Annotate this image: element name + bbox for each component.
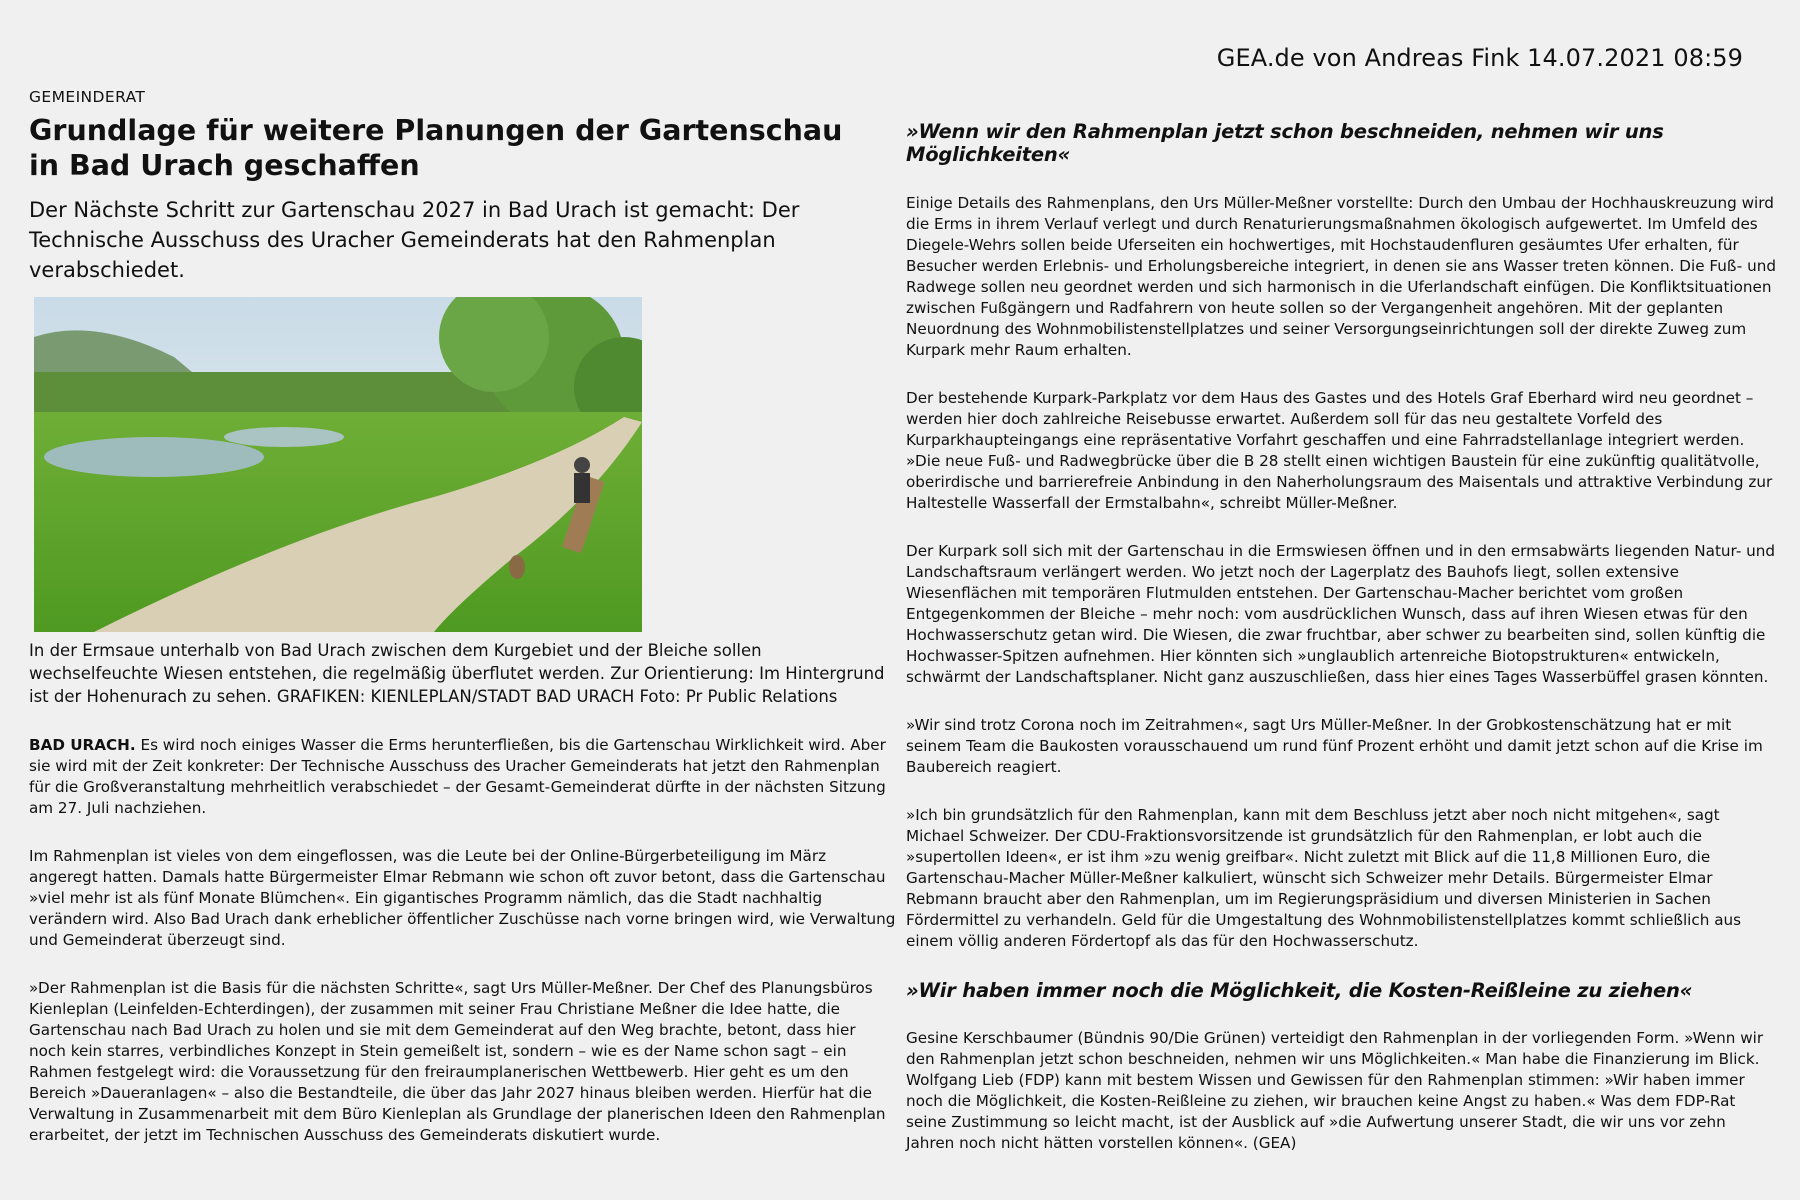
body-paragraph: Der Kurpark soll sich mit der Gartenschau in die Ermswiesen öffnen und in den ermsabwärts liegenden Natur- und Landschaftsraum verlängert werden. Wo jetzt noch der Lagerplatz des Bauhofs liegt, sollen extensive Wiesenflächen mit temporären Flutmulden entstehen. Der Gartenschau-Macher berichtet vom großen Entgegenkommen der Bleiche – mehr noch: vom ausdrücklichen Wunsch, dass auf ihren Wiesen etwas für den Hochwasserschutz getan wird. Die Wiesen, die zwar fruchtbar, aber schwer zu bearbeiten sind, sollen künftig die Hochwasser-Spitzen aufnehmen. Hier könnten sich »unglaublich artenreiche Biotopstrukturen« entwickeln, schwärmt der Landschaftsplaner. Nicht ganz auszuschließen, dass hier eines Tages Wasserbüffel grasen könnten. — [906, 542, 1776, 686]
photo-person — [574, 473, 590, 503]
photo-caption: In der Ermsaue unterhalb von Bad Urach zwischen dem Kurgebiet und der Bleiche sollen wechselfeuchte Wiesen entstehen, die regelmäßig überflutet werden. Zur Orientierung: Im Hintergrund ist der Hohenurach zu sehen. GRAFIKEN: KIENLEPLAN/STADT BAD URACH Foto: Pr Public Relations — [29, 641, 885, 706]
dateline: BAD URACH. — [29, 736, 136, 754]
body-paragraph: Der bestehende Kurpark-Parkplatz vor dem Haus des Gastes und des Hotels Graf Eberhard wird neu geordnet – werden hier doch zahlreiche Reisebusse erwartet. Außerdem soll für das neu gestaltete Vorfeld des Kurparkhaupteingangs eine repräsentative Vorfahrt geschaffen und eine Fahrradstellanlage integriert werden. »Die neue Fuß- und Radwegbrücke über die B 28 stellt einen wichtigen Baustein für eine zukünftig qualitätvolle, oberirdische und barrierefreie Anbindung in den Naherholungsraum des Maisentals und attraktive Verbindung zur Haltestelle Wasserfall der Ermstalbahn«, schreibt Müller-Meßner. — [906, 389, 1773, 512]
body-paragraph: Im Rahmenplan ist vieles von dem eingeflossen, was die Leute bei der Online-Bürgerbeteiligung im März angeregt hatten. Damals hatte Bürgermeister Elmar Rebmann wie schon oft zuvor betont, dass die Gartenschau »viel mehr ist als fünf Monate Blümchen«. Ein gigantisches Programm nämlich, das die Stadt nachhaltig verändern wird. Also Bad Urach dank erheblicher öffentlicher Zuschüsse nach vorne bringen wird, wie Verwaltung und Gemeinderat überzeugt sind. — [29, 847, 896, 949]
body-paragraph: »Ich bin grundsätzlich für den Rahmenplan, kann mit dem Beschluss jetzt aber noch nicht mitgehen«, sagt Michael Schweizer. Der CDU-Fraktionsvorsitzende ist grundsätzlich für den Rahmenplan, er lobt auch die »supertollen Ideen«, er ist ihm »zu wenig greifbar«. Nicht zuletzt mit Blick auf die 11,8 Millionen Euro, die Gartenschau-Macher Müller-Meßner kalkuliert, wünscht sich Schweizer mehr Details. Bürgermeister Elmar Rebmann braucht aber den Rahmenplan, um im Regierungspräsidium und diversen Ministerien in Sachen Fördermittel zu verhandeln. Geld für die Umgestaltung des Wohnmobilistenstellplatzes kommt schließlich aus einem völlig anderen Fördertopf als das für den Hochwasserschutz. — [906, 806, 1742, 950]
photo-pond — [44, 437, 264, 477]
source-byline: GEA.de von Andreas Fink 14.07.2021 08:59 — [1216, 44, 1743, 72]
left-column — [29, 88, 897, 1146]
body-paragraph: »Wir sind trotz Corona noch im Zeitrahmen«, sagt Urs Müller-Meßner. In der Grobkostenschätzung hat er mit seinem Team die Baukosten vorausschauend um rund fünf Prozent erhöht und damit jetzt schon auf die Krise im Baubereich reagiert. — [906, 716, 1763, 776]
right-column — [906, 110, 1776, 1181]
article-rubric: GEMEINDERAT — [29, 88, 146, 106]
photo-pond — [224, 427, 344, 447]
photo-rabbit — [509, 555, 525, 579]
body-paragraph — [29, 735, 897, 819]
article-photo — [34, 297, 642, 632]
article-headline: Grundlage für weitere Planungen der Gartenschau in Bad Urach geschaffen — [29, 114, 843, 182]
body-paragraph: Gesine Kerschbaumer (Bündnis 90/Die Grünen) verteidigt den Rahmenplan in der vorliegenden Form. »Wenn wir den Rahmenplan jetzt schon beschneiden, nehmen wir uns Möglichkeiten.« Man habe die Finanzierung im Blick. Wolfgang Lieb (FDP) kann mit bestem Wissen und Gewissen für den Rahmenplan stimmen: »Wir haben immer noch die Möglichkeit, die Kosten-Reißleine zu ziehen, wir brauchen keine Angst zu haben.« Was dem FDP-Rat seine Zustimmung so leicht macht, ist der Ausblick auf »die Aufwertung unserer Stadt, die wir uns vor zehn Jahren noch nicht hätten vorstellen können«. (GEA) — [906, 1029, 1764, 1152]
body-paragraph: Einige Details des Rahmenplans, den Urs Müller-Meßner vorstellte: Durch den Umbau der Hochhauskreuzung wird die Erms in ihrem Verlauf verlegt und durch Renaturierungsmaßnahmen ökologisch aufgewertet. Im Umfeld des Diegele-Wehrs sollen beide Uferseiten ein hochwertiges, mit Hochstaudenfluren gesäumtes Ufer erhalten, für Besucher werden Erlebnis- und Erholungsbereiche integriert, in denen sie ans Wasser treten können. Die Fuß- und Radwege sollen neu geordnet werden und sich harmonisch in die Uferlandschaft einfügen. Die Konfliktsituationen zwischen Fußgängern und Radfahrern von heute sollen so der Vergangenheit angehören. Mit der geplanten Neuordnung des Wohnmobilistenstellplatzes und seiner Versorgungseinrichtungen soll der direkte Zuweg zum Kurpark mehr Raum erhalten. — [906, 194, 1776, 359]
subheadline: »Wir haben immer noch die Möglichkeit, die Kosten-Reißleine zu ziehen« — [906, 979, 1693, 1002]
body-paragraph: »Der Rahmenplan ist die Basis für die nächsten Schritte«, sagt Urs Müller-Meßner. Der Chef des Planungsbüros Kienleplan (Leinfelden-Echterdingen), der zusammen mit seiner Frau Christiane Meßner die Idee hatte, die Gartenschau nach Bad Urach zu holen und sie mit dem Gemeinderat auf den Weg brachte, betont, dass hier noch kein starres, verbindliches Konzept in Stein gemeißelt ist, sondern – wie es der Name schon sagt – ein Rahmen festgelegt wird: die Voraussetzung für den freiraumplanerischen Wettbewerb. Hier geht es um den Bereich »Daueranlagen« – also die Bestandteile, die über das Jahr 2027 hinaus bleiben werden. Hierfür hat die Verwaltung in Zusammenarbeit mit dem Büro Kienleplan als Grundlage der planerischen Ideen den Rahmenplan erarbeitet, der jetzt im Technischen Ausschuss des Gemeinderats diskutiert wurde. — [29, 979, 886, 1144]
subheadline: »Wenn wir den Rahmenplan jetzt schon beschneiden, nehmen wir uns Möglichkeiten« — [906, 120, 1664, 166]
body-paragraph-text: Es wird noch einiges Wasser die Erms herunterfließen, bis die Gartenschau Wirklichkeit wird. Aber sie wird mit der Zeit konkreter: Der Technische Ausschuss des Uracher Gemeinderats hat jetzt den Rahmenplan für die Großveranstaltung mehrheitlich verabschiedet – der Gesamt-Gemeinderat dürfte in der nächsten Sitzung am 27. Juli nachziehen. — [29, 736, 886, 817]
photo-person — [574, 457, 590, 473]
article-lead: Der Nächste Schritt zur Gartenschau 2027 in Bad Urach ist gemacht: Der Technische Ausschuss des Uracher Gemeinderats hat den Rahmenplan verabschiedet. — [29, 198, 800, 282]
